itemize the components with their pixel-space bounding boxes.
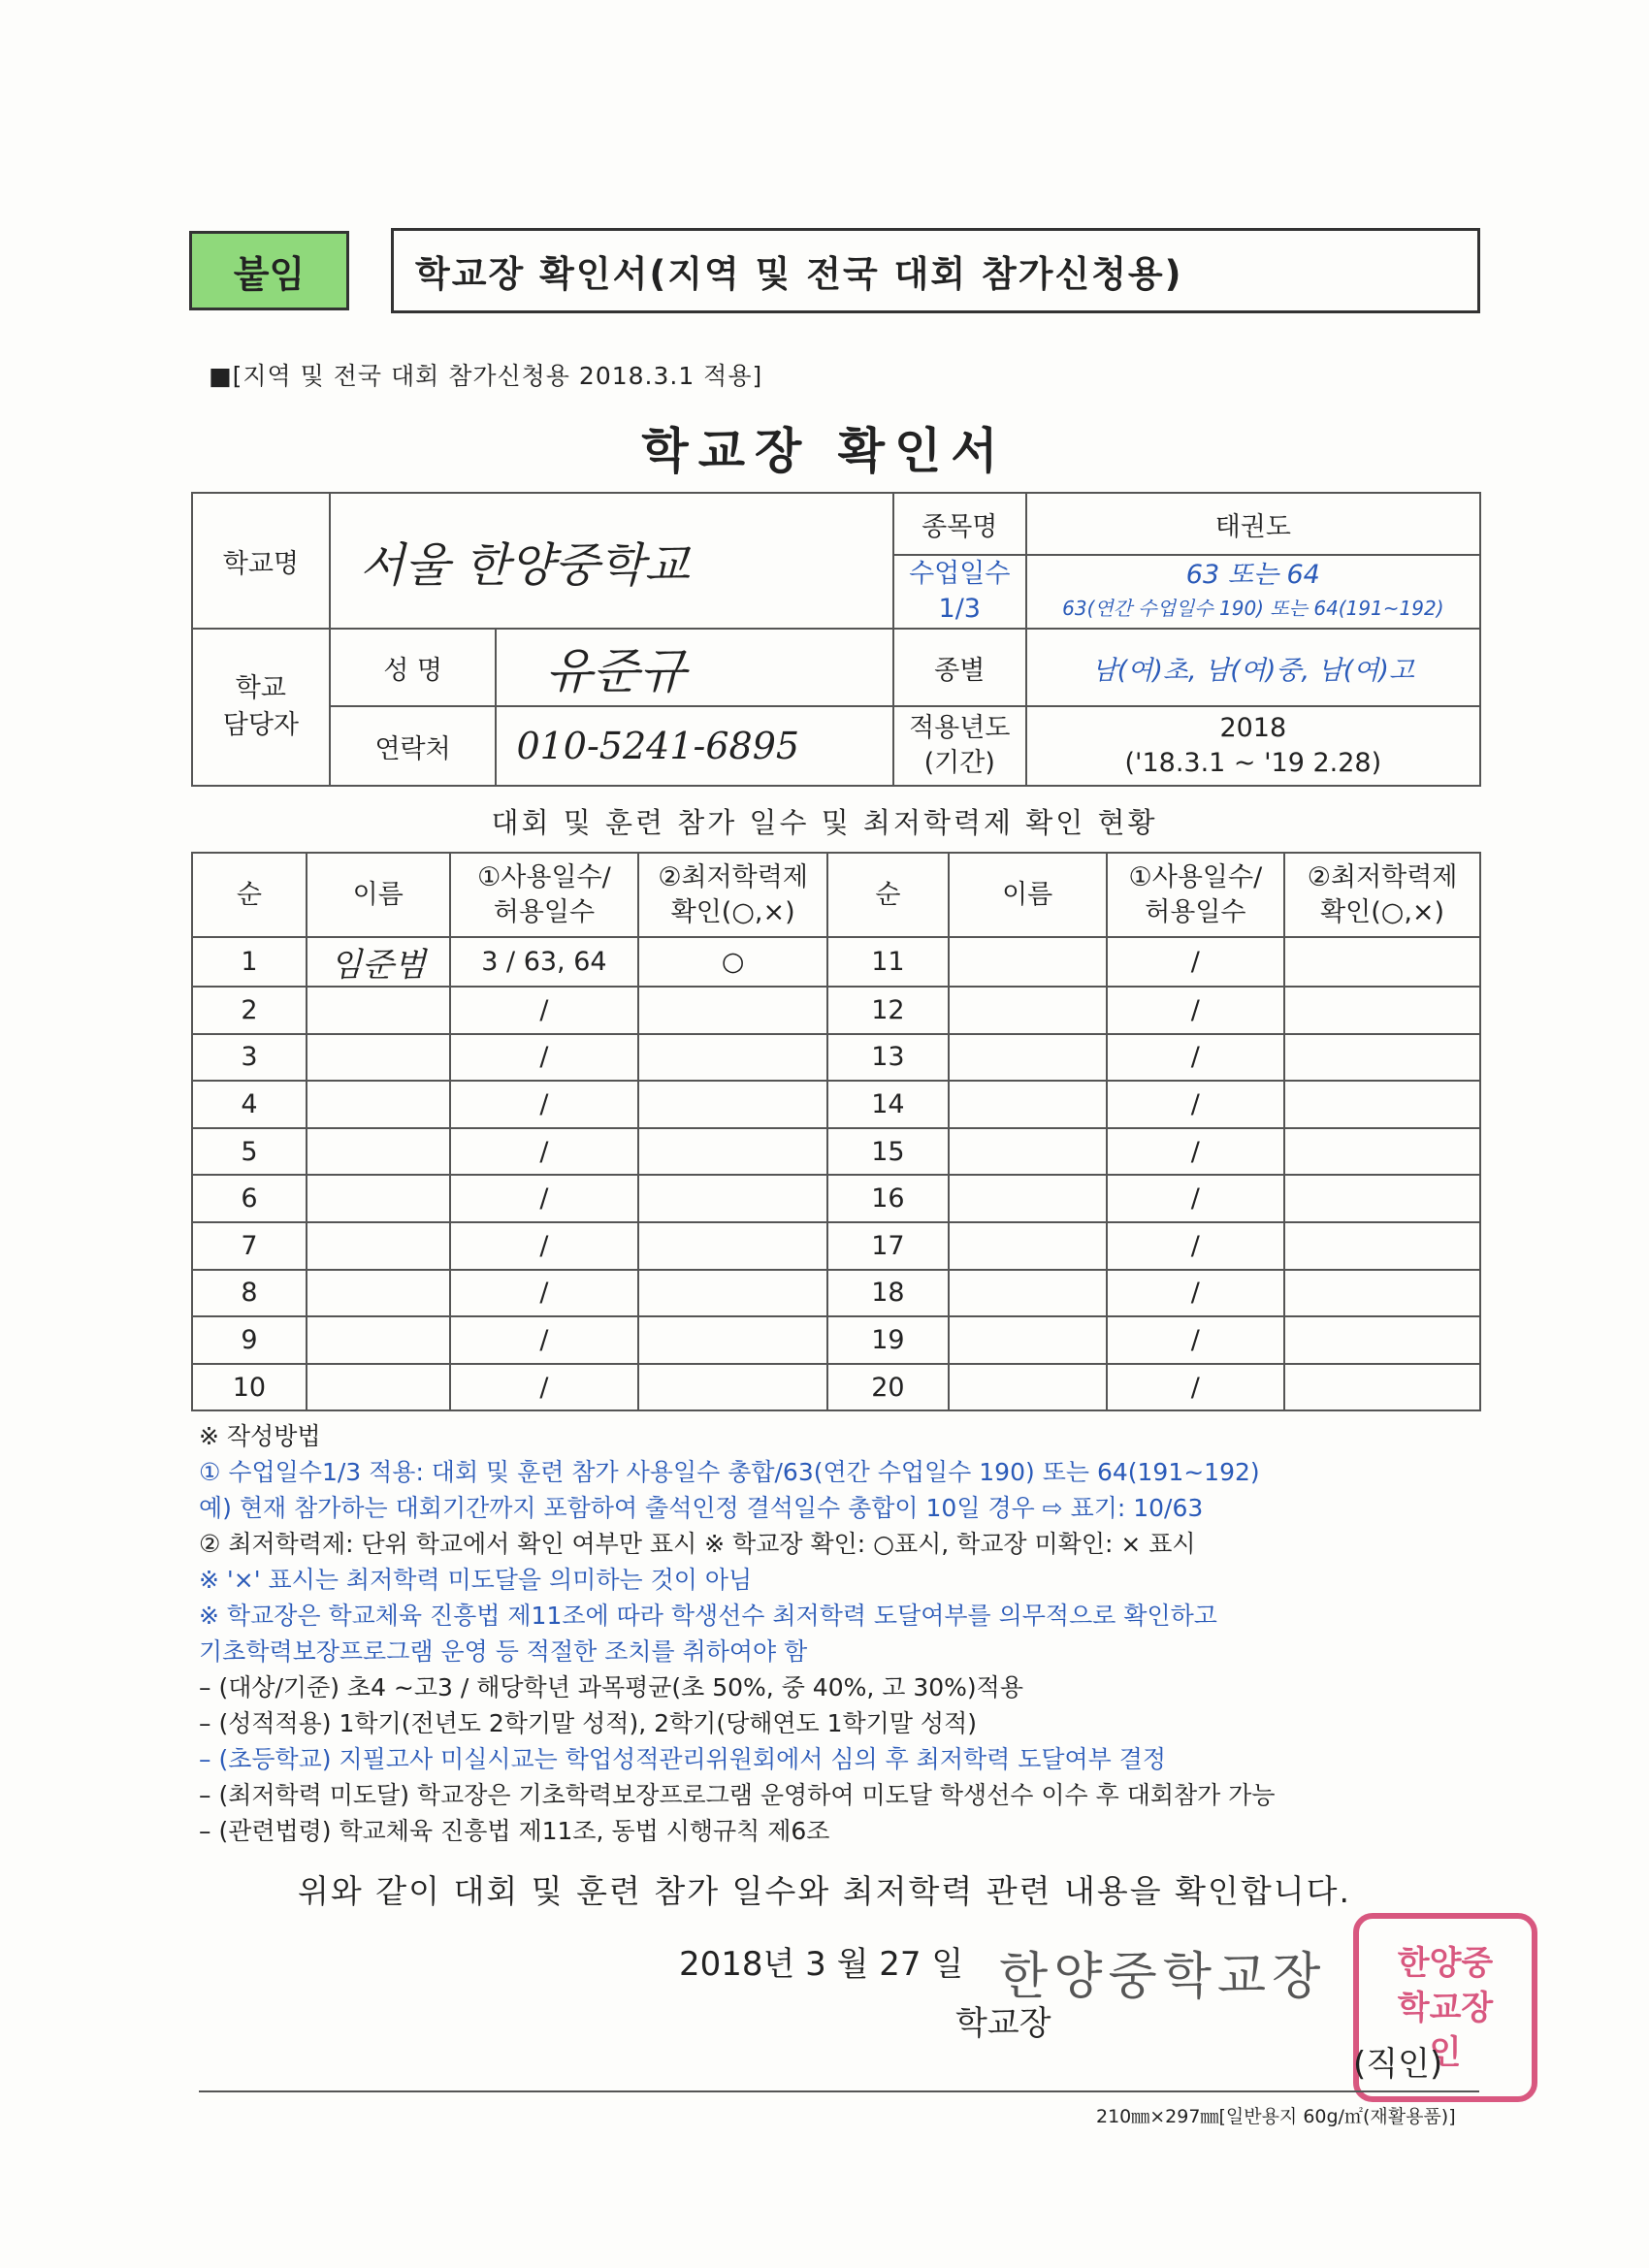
- cell-right-days[interactable]: /: [1107, 1128, 1285, 1176]
- cell-right-no[interactable]: 16: [827, 1175, 949, 1222]
- attachment-badge: 붙임: [189, 231, 349, 310]
- cell-right-no[interactable]: 17: [827, 1222, 949, 1270]
- table-row: [192, 1270, 1480, 1317]
- note-line: – (초등학교) 지필고사 미실시교는 학업성적관리위원회에서 심의 후 최저학력 도달여부 결정: [199, 1745, 1167, 1773]
- participation-table: [191, 852, 1481, 1411]
- header-days-left-line2: 허용일수: [493, 896, 596, 927]
- header-name-right: 이름: [949, 853, 1107, 937]
- class-days-label-line1: 수업일수: [909, 559, 1011, 589]
- cell-left-no[interactable]: 9: [192, 1316, 307, 1364]
- name-value: 유준규: [496, 629, 892, 706]
- writing-instructions: [199, 1418, 1276, 1849]
- cell-right-no[interactable]: 11: [827, 937, 949, 987]
- signature-date: 2018년 3 월 27 일: [679, 1945, 964, 1984]
- cell-left-no[interactable]: 1: [192, 937, 307, 987]
- cell-left-no[interactable]: 3: [192, 1034, 307, 1082]
- cell-left-name[interactable]: [307, 1034, 450, 1082]
- cell-left-no[interactable]: 7: [192, 1222, 307, 1270]
- school-value: 서울 한양중학교: [330, 493, 893, 629]
- cell-left-check[interactable]: [638, 1175, 827, 1222]
- cell-right-name[interactable]: [949, 987, 1107, 1034]
- cell-left-check[interactable]: [638, 1222, 827, 1270]
- cell-right-days[interactable]: /: [1107, 937, 1285, 987]
- note-line: – (성적적용) 1학기(전년도 2학기말 성적), 2학기(당해연도 1학기말 성적): [199, 1709, 977, 1737]
- header-check-left-line1: ②최저학력제: [658, 861, 808, 892]
- sport-value: 태권도: [1026, 493, 1480, 555]
- cell-right-no[interactable]: 14: [827, 1081, 949, 1128]
- cell-left-name[interactable]: [307, 1128, 450, 1176]
- cell-left-days[interactable]: /: [450, 1364, 639, 1411]
- document-title: 학교장 확인서: [641, 423, 1008, 479]
- note-line: ① 수업일수1/3 적용: 대회 및 훈련 참가 사용일수 총합/63(연간 수업일수 190) 또는 64(191~192): [199, 1458, 1260, 1486]
- cell-left-no[interactable]: 8: [192, 1270, 307, 1317]
- type-label: 종별: [893, 629, 1026, 706]
- cell-right-check[interactable]: [1284, 1034, 1480, 1082]
- cell-right-no[interactable]: 19: [827, 1316, 949, 1364]
- header-days-right: [1107, 853, 1285, 937]
- table-row: [192, 1316, 1480, 1364]
- cell-left-check[interactable]: [638, 1270, 827, 1317]
- table-row: [192, 1128, 1480, 1176]
- year-label: [893, 706, 1026, 786]
- header-check-right-line1: ②최저학력제: [1307, 861, 1458, 892]
- cell-right-check[interactable]: [1284, 1316, 1480, 1364]
- cell-left-days[interactable]: /: [450, 1270, 639, 1317]
- cell-left-check[interactable]: [638, 1034, 827, 1082]
- seal-text: 한양중학교장인: [1397, 1943, 1494, 2072]
- year-label-line2: (기간): [923, 748, 995, 778]
- cell-left-no[interactable]: 5: [192, 1128, 307, 1176]
- type-value: 남(여)초, 남(여)중, 남(여)고: [1026, 629, 1480, 706]
- year-label-line1: 적용년도: [909, 713, 1011, 743]
- class-days-value-line1: 63 또는 64: [1185, 560, 1320, 590]
- cell-right-days[interactable]: /: [1107, 1081, 1285, 1128]
- cell-left-no[interactable]: 6: [192, 1175, 307, 1222]
- table-row: [192, 987, 1480, 1034]
- seal-label: (직인): [1353, 2045, 1443, 2084]
- name-label: 성 명: [330, 629, 497, 706]
- cell-left-days[interactable]: /: [450, 1316, 639, 1364]
- cell-left-name[interactable]: [307, 1081, 450, 1128]
- header-no-right: 순: [827, 853, 949, 937]
- header-no-left: 순: [192, 853, 307, 937]
- cell-left-check[interactable]: ○: [638, 937, 827, 987]
- note-line: 예) 현재 참가하는 대회기간까지 포함하여 출석인정 결석일수 총합이 10일 경우 ⇨ 표기: 10/63: [199, 1494, 1204, 1522]
- note-line: ※ '×' 표시는 최저학력 미도달을 의미하는 것이 아님: [199, 1566, 753, 1594]
- cell-right-days[interactable]: /: [1107, 1270, 1285, 1317]
- cell-right-no[interactable]: 15: [827, 1128, 949, 1176]
- cell-right-name[interactable]: [949, 1034, 1107, 1082]
- cell-right-check[interactable]: [1284, 1128, 1480, 1176]
- cell-right-name[interactable]: [949, 1364, 1107, 1411]
- header-check-right-line2: 확인(○,×): [1320, 896, 1445, 927]
- note-line: ② 최저학력제: 단위 학교에서 확인 여부만 표시 ※ 학교장 확인: ○표시, 학교장 미확인: × 표시: [199, 1530, 1196, 1558]
- class-days-label-line2: 1/3: [938, 594, 981, 624]
- class-days-label: [893, 555, 1026, 629]
- note-line: – (최저학력 미도달) 학교장은 기초학력보장프로그램 운영하여 미도달 학생선수 이수 후 대회참가 가능: [199, 1781, 1276, 1809]
- cell-right-name[interactable]: [949, 1222, 1107, 1270]
- cell-right-name[interactable]: [949, 1128, 1107, 1176]
- cell-right-name[interactable]: [949, 1316, 1107, 1364]
- cell-right-name[interactable]: [949, 1175, 1107, 1222]
- header-days-left: [450, 853, 639, 937]
- paper-spec-footer: 210㎜×297㎜[일반용지 60g/㎡(재활용품)]: [1096, 2106, 1456, 2127]
- cell-right-no[interactable]: 20: [827, 1364, 949, 1411]
- cell-left-days[interactable]: /: [450, 987, 639, 1034]
- cell-left-name[interactable]: 임준범: [307, 937, 450, 987]
- note-line: – (대상/기준) 초4 ~고3 / 해당학년 과목평균(초 50%, 중 40%, 고 30%)적용: [199, 1673, 1023, 1701]
- table-row: [192, 1175, 1480, 1222]
- cell-right-check[interactable]: [1284, 1175, 1480, 1222]
- cell-left-name[interactable]: [307, 1222, 450, 1270]
- cell-left-no[interactable]: 4: [192, 1081, 307, 1128]
- year-value-line1: 2018: [1219, 713, 1287, 743]
- table-row: [192, 1034, 1480, 1082]
- manager-label: [192, 629, 330, 786]
- cell-left-days[interactable]: /: [450, 1128, 639, 1176]
- header-check-left-line2: 확인(○,×): [670, 896, 795, 927]
- sport-label: 종목명: [893, 493, 1026, 555]
- info-table: [191, 492, 1481, 787]
- footer-divider: [199, 2090, 1479, 2092]
- application-subline: ■[지역 및 전국 대회 참가신청용 2018.3.1 적용]: [209, 362, 763, 390]
- manager-label-line2: 담당자: [222, 710, 299, 740]
- note-line: 기초학력보장프로그램 운영 등 적절한 조치를 취하여야 함: [199, 1637, 808, 1666]
- cell-right-check[interactable]: [1284, 1081, 1480, 1128]
- confirmation-statement: 위와 같이 대회 및 훈련 참가 일수와 최저학력 관련 내용을 확인합니다.: [298, 1872, 1351, 1910]
- cell-left-name[interactable]: [307, 1270, 450, 1317]
- cell-right-check[interactable]: [1284, 1270, 1480, 1317]
- table-row: [192, 1364, 1480, 1411]
- note-line: – (관련법령) 학교체육 진흥법 제11조, 동법 시행규칙 제6조: [199, 1817, 830, 1845]
- cell-left-check[interactable]: [638, 1316, 827, 1364]
- year-value-line2: ('18.3.1 ~ '19 2.28): [1124, 748, 1382, 778]
- cell-right-name[interactable]: [949, 937, 1107, 987]
- cell-right-days[interactable]: /: [1107, 1316, 1285, 1364]
- cell-right-check[interactable]: [1284, 937, 1480, 987]
- cell-left-days[interactable]: /: [450, 1034, 639, 1082]
- note-line: ※ 작성방법: [199, 1422, 321, 1450]
- note-line: ※ 학교장은 학교체육 진흥법 제11조에 따라 학생선수 최저학력 도달여부를 의무적으로 확인하고: [199, 1602, 1217, 1630]
- manager-label-line1: 학교: [235, 673, 286, 703]
- school-label: 학교명: [192, 493, 330, 629]
- cell-right-check[interactable]: [1284, 987, 1480, 1034]
- header-days-right-line2: 허용일수: [1145, 896, 1246, 927]
- class-days-value: [1026, 555, 1480, 629]
- cell-left-name[interactable]: [307, 987, 450, 1034]
- table-row: [192, 937, 1480, 987]
- cell-right-no[interactable]: 13: [827, 1034, 949, 1082]
- cell-right-no[interactable]: 18: [827, 1270, 949, 1317]
- year-value: [1026, 706, 1480, 786]
- cell-right-check[interactable]: [1284, 1364, 1480, 1411]
- cell-right-days[interactable]: /: [1107, 1222, 1285, 1270]
- cell-left-days[interactable]: /: [450, 1081, 639, 1128]
- header-days-right-line1: ①사용일수/: [1128, 861, 1263, 892]
- table-row: [192, 1081, 1480, 1128]
- cell-left-days[interactable]: /: [450, 1175, 639, 1222]
- cell-left-no[interactable]: 10: [192, 1364, 307, 1411]
- cell-right-no[interactable]: 12: [827, 987, 949, 1034]
- contact-value: 010-5241-6895: [496, 706, 892, 786]
- header-check-left: [638, 853, 827, 937]
- cell-left-check[interactable]: [638, 1081, 827, 1128]
- cell-left-name[interactable]: [307, 1364, 450, 1411]
- cell-right-days[interactable]: /: [1107, 987, 1285, 1034]
- cell-left-days[interactable]: 3 / 63, 64: [450, 937, 639, 987]
- contact-label: 연락처: [330, 706, 497, 786]
- cell-left-name[interactable]: [307, 1175, 450, 1222]
- header-name-left: 이름: [307, 853, 450, 937]
- cell-left-check[interactable]: [638, 987, 827, 1034]
- cell-left-check[interactable]: [638, 1364, 827, 1411]
- header-check-right: [1284, 853, 1480, 937]
- principal-name-stamp: 한양중학교장: [999, 1948, 1327, 2006]
- header-title: 학교장 확인서(지역 및 전국 대회 참가신청용): [391, 228, 1480, 313]
- cell-right-days[interactable]: /: [1107, 1034, 1285, 1082]
- cell-right-days[interactable]: /: [1107, 1364, 1285, 1411]
- table-row: [192, 1222, 1480, 1270]
- principal-label: 학교장: [955, 2004, 1051, 2043]
- cell-right-check[interactable]: [1284, 1222, 1480, 1270]
- cell-right-name[interactable]: [949, 1270, 1107, 1317]
- cell-left-name[interactable]: [307, 1316, 450, 1364]
- cell-left-days[interactable]: /: [450, 1222, 639, 1270]
- cell-right-name[interactable]: [949, 1081, 1107, 1128]
- cell-right-days[interactable]: /: [1107, 1175, 1285, 1222]
- cell-left-no[interactable]: 2: [192, 987, 307, 1034]
- section-title: 대회 및 훈련 참가 일수 및 최저학력제 확인 현황: [491, 806, 1158, 839]
- header-days-left-line1: ①사용일수/: [477, 861, 611, 892]
- class-days-value-line2: 63(연간 수업일수 190) 또는 64(191~192): [1062, 597, 1444, 620]
- cell-left-check[interactable]: [638, 1128, 827, 1176]
